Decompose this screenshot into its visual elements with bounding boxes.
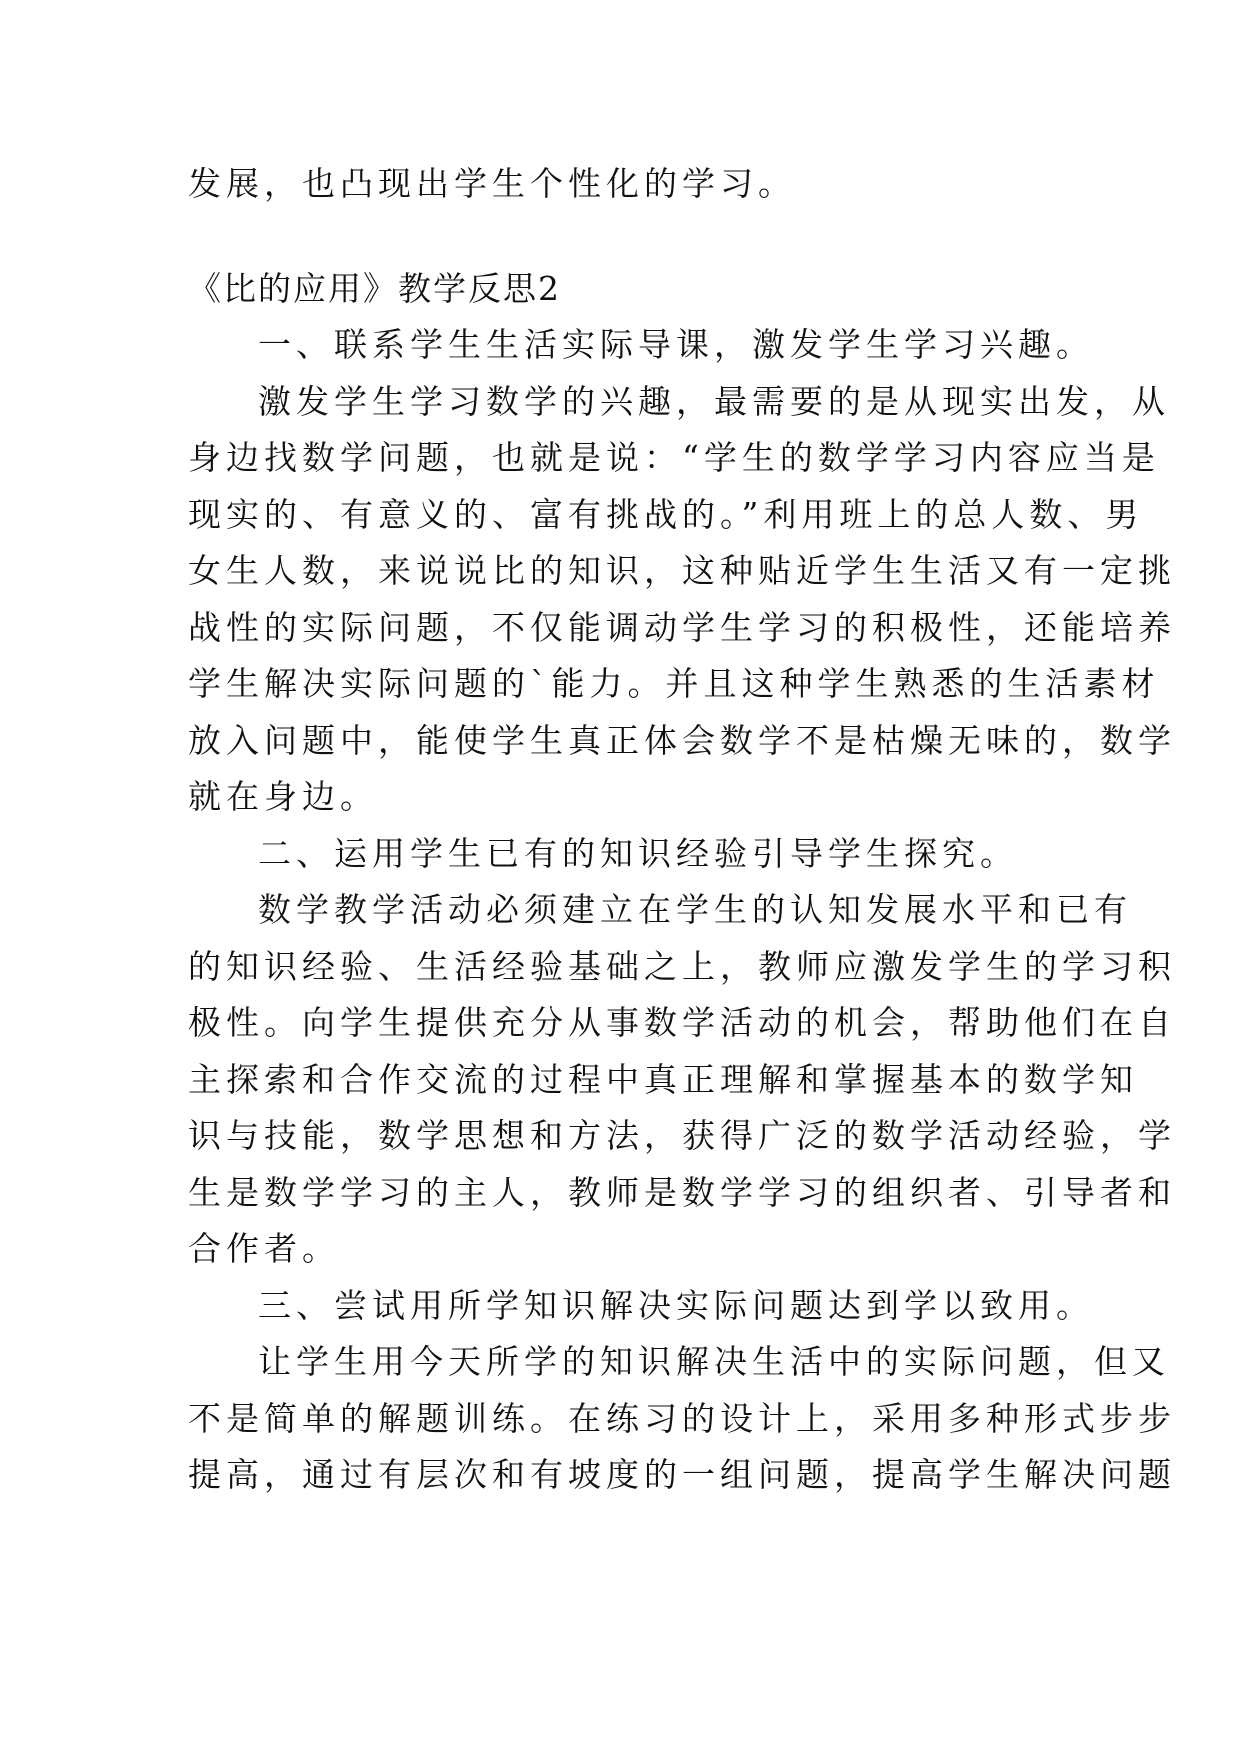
paragraph-line: 数学教学活动必须建立在学生的认知发展水平和已有 xyxy=(258,890,1132,929)
document-page xyxy=(188,156,1176,1504)
paragraph-line: 女生人数，来说说比的知识，这种贴近学生生活又有一定挑 xyxy=(188,551,1176,590)
paragraph-line: 激发学生学习数学的兴趣，最需要的是从现实出发，从 xyxy=(258,381,1170,421)
paragraph-line: 三、尝试用所学知识解决实际问题达到学以致用。 xyxy=(258,1285,1094,1325)
paragraph-line: 合作者。 xyxy=(188,1229,340,1268)
document-body xyxy=(188,317,1176,1504)
paragraph-line: 战性的实际问题，不仅能调动学生学习的积极性，还能培养 xyxy=(188,607,1176,647)
section-title: 《比的应用》教学反思2 xyxy=(188,268,561,308)
paragraph-line: 身边找数学问题，也就是说：“学生的数学学习内容应当是 xyxy=(188,438,1160,477)
paragraph-line: 发展，也凸现出学生个性化的学习。 xyxy=(188,164,796,203)
paragraph-line: 一、联系学生生活实际导课，激发学生学习兴趣。 xyxy=(258,325,1094,364)
paragraph-line: 的知识经验、生活经验基础之上，教师应激发学生的学习积 xyxy=(188,946,1176,986)
paragraph-line: 不是简单的解题训练。在练习的设计上，采用多种形式步步 xyxy=(188,1398,1176,1438)
paragraph-line: 极性。向学生提供充分从事数学活动的机会，帮助他们在自 xyxy=(188,1003,1176,1042)
paragraph-line: 就在身边。 xyxy=(188,777,378,816)
paragraph-line: 生是数学学习的主人，教师是数学学习的组织者、引导者和 xyxy=(188,1172,1176,1212)
paragraph-line: 识与技能，数学思想和方法，获得广泛的数学活动经验，学 xyxy=(188,1116,1176,1155)
paragraph-line: 提高，通过有层次和有坡度的一组问题，提高学生解决问题 xyxy=(188,1455,1176,1494)
paragraph-line: 让学生用今天所学的知识解决生活中的实际问题，但又 xyxy=(258,1342,1170,1381)
paragraph-line: 主探索和合作交流的过程中真正理解和掌握基本的数学知 xyxy=(188,1059,1138,1099)
paragraph-line: 学生解决实际问题的`能力。并且这种学生熟悉的生活素材 xyxy=(188,664,1160,703)
paragraph-line: 二、运用学生已有的知识经验引导学生探究。 xyxy=(258,833,1018,873)
paragraph-line: 放入问题中，能使学生真正体会数学不是枯燥无味的，数学 xyxy=(188,720,1176,760)
paragraph-line: 现实的、有意义的、富有挑战的。”利用班上的总人数、男 xyxy=(188,494,1144,534)
